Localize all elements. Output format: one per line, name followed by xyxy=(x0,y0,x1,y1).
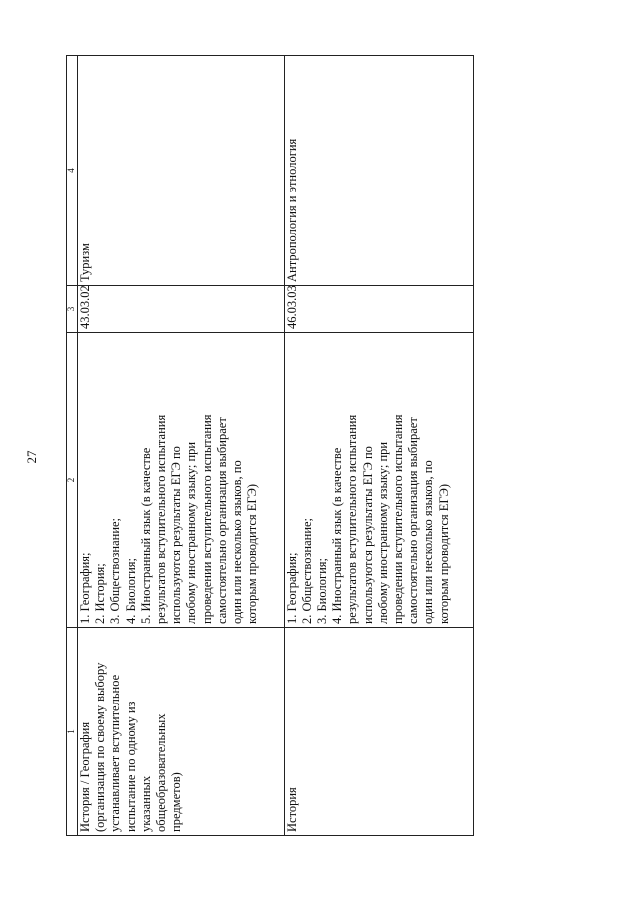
admission-table xyxy=(66,55,474,836)
cell-text-line: (организация по своему выбору xyxy=(93,662,108,832)
column-number-row xyxy=(67,56,78,836)
cell-text-line: устанавливает вступительное xyxy=(108,674,123,832)
page-number: 27 xyxy=(24,450,39,464)
rotated-table-container xyxy=(66,56,474,836)
exam-list-cell xyxy=(78,333,285,628)
cell-text-line: проведении вступительного испытания xyxy=(390,414,405,624)
cell-text-line: общеобразовательных xyxy=(154,713,169,832)
cell-text-line: испытание по одному из xyxy=(123,701,138,832)
cell-text-line: которым проводится ЕГЭ) xyxy=(245,483,260,624)
cell-text-line: 1. География; xyxy=(284,552,299,624)
column-number: 1 xyxy=(67,628,78,836)
cell-text-line: История xyxy=(284,787,299,832)
cell-text-line: 4. Иностранный язык (в качестве xyxy=(330,447,345,624)
cell-text-line: которым проводится ЕГЭ) xyxy=(436,483,451,624)
cell-text-line: 3. Обществознание; xyxy=(108,517,123,624)
cell-text-line: самостоятельно организация выбирает xyxy=(406,417,421,624)
cell-text-line: используются результаты ЕГЭ по xyxy=(169,446,184,624)
column-number: 4 xyxy=(67,56,78,286)
cell-text-line: любому иностранному языку; при xyxy=(375,441,390,624)
table-row xyxy=(78,56,285,836)
cell-text-line: 2. История; xyxy=(93,563,108,624)
cell-text-line: результатов вступительного испытания xyxy=(345,414,360,624)
cell-text-line: История / География xyxy=(78,721,92,832)
table-row xyxy=(284,56,473,836)
cell-text-line: 2. Обществознание; xyxy=(299,517,314,624)
cell-text-line: 1. География; xyxy=(78,552,92,624)
exam-list-cell xyxy=(284,333,473,628)
cell-text-line: 5. Иностранный язык (в качестве xyxy=(138,447,153,624)
subject-cell xyxy=(78,628,285,836)
column-number: 2 xyxy=(67,333,78,628)
cell-text-line: 4. Биология; xyxy=(123,558,138,624)
program-code-cell: 46.03.03 xyxy=(284,286,473,333)
cell-text-line: проведении вступительного испытания xyxy=(199,414,214,624)
cell-text-line: самостоятельно организация выбирает xyxy=(214,417,229,624)
subject-cell xyxy=(284,628,473,836)
program-code-cell: 43.03.02 xyxy=(78,286,285,333)
cell-text-line: один или несколько языков, по xyxy=(421,460,436,624)
cell-text-line: используются результаты ЕГЭ по xyxy=(360,446,375,624)
program-name-cell: Туризм xyxy=(78,56,285,286)
cell-text-line: 3. Биология; xyxy=(314,558,329,624)
cell-text-line: результатов вступительного испытания xyxy=(154,414,169,624)
cell-text-line: любому иностранному языку; при xyxy=(184,441,199,624)
program-name-cell: Антропология и этнология xyxy=(284,56,473,286)
cell-text-line: предметов) xyxy=(169,772,184,832)
cell-text-line: указанных xyxy=(138,775,153,832)
cell-text-line: один или несколько языков, по xyxy=(230,460,245,624)
column-number: 3 xyxy=(67,286,78,333)
